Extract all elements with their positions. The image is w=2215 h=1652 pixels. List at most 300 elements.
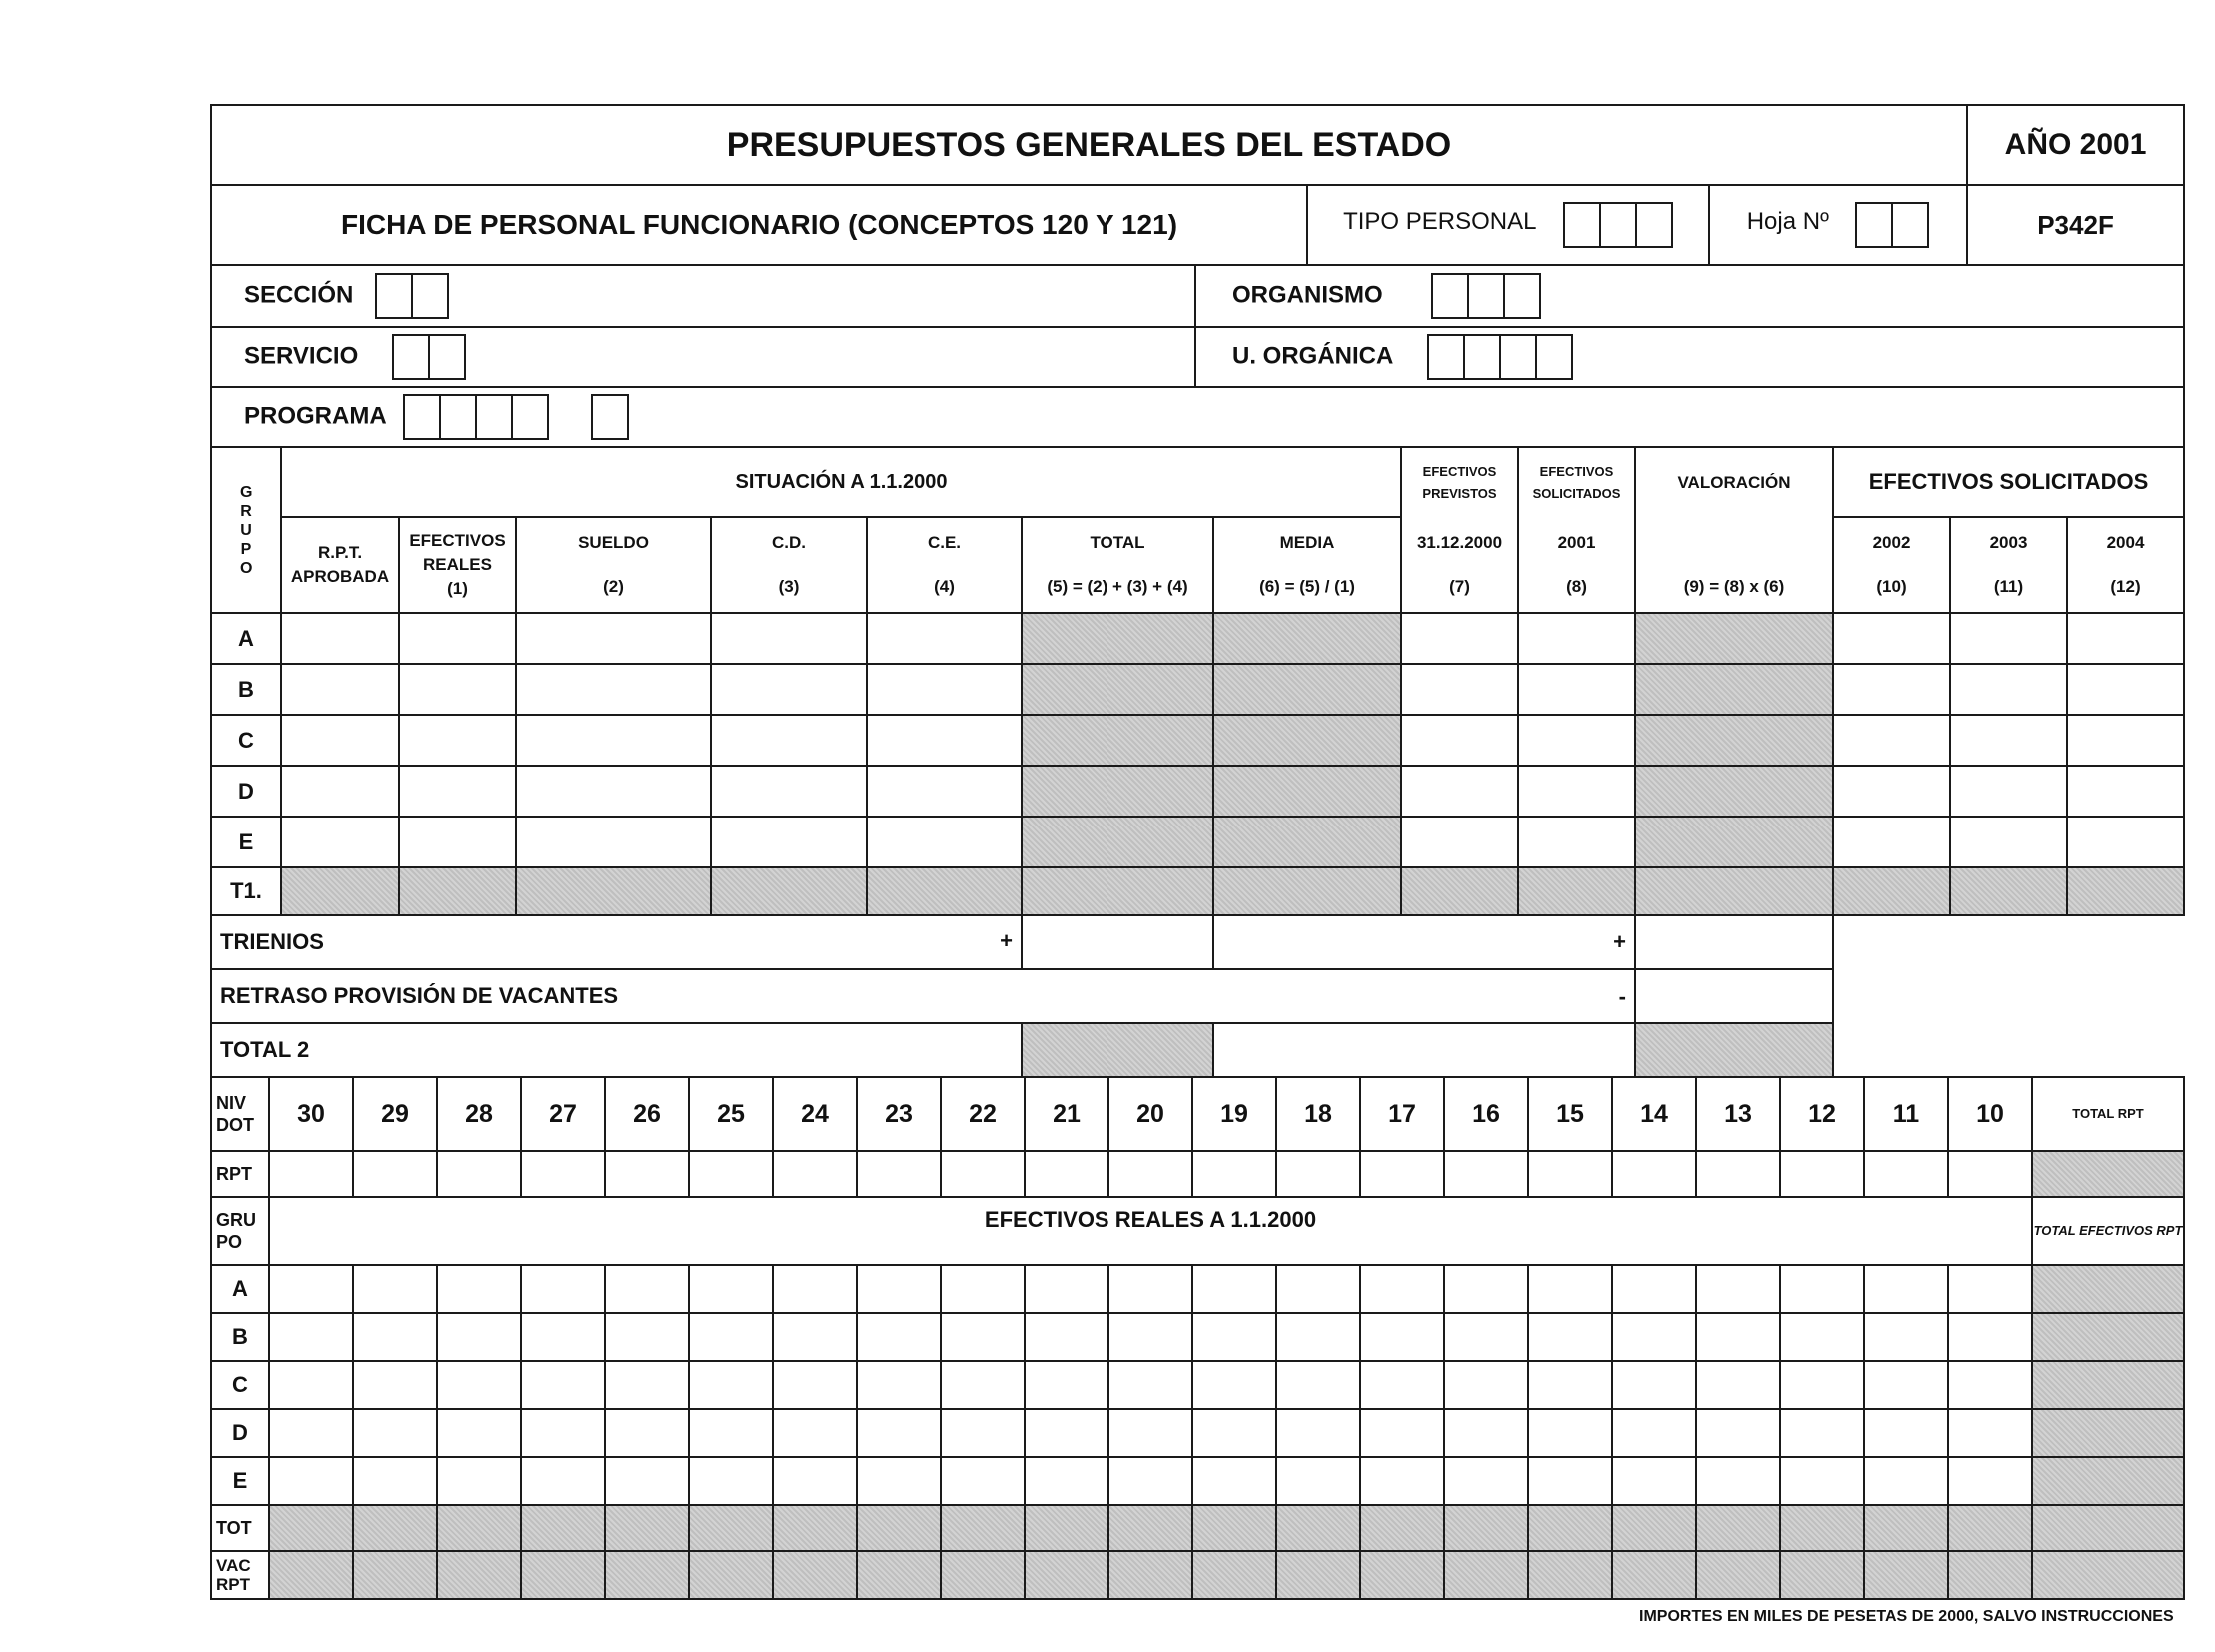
shaded-cell (1635, 613, 1833, 664)
cell[interactable] (773, 1457, 857, 1505)
cell[interactable] (1833, 613, 1950, 664)
cell[interactable] (1780, 1409, 1864, 1457)
servicio-boxes[interactable] (394, 334, 466, 380)
cell[interactable] (941, 1457, 1025, 1505)
cell[interactable] (857, 1265, 941, 1313)
cell[interactable] (1833, 664, 1950, 715)
cell[interactable] (1025, 1313, 1108, 1361)
cell[interactable] (1528, 1151, 1612, 1197)
efectivos-solicitados-header: EFECTIVOS SOLICITADOS (1518, 447, 1635, 517)
cell[interactable] (1276, 1409, 1360, 1457)
cell[interactable] (941, 1265, 1025, 1313)
cell[interactable] (516, 664, 711, 715)
hoja-label: Hoja Nº (1746, 208, 1829, 236)
col-1-header: R.P.T. APROBADA (281, 517, 399, 613)
level-header: 30 (269, 1077, 353, 1151)
shaded-cell (1696, 1551, 1780, 1599)
cell[interactable] (1612, 1151, 1696, 1197)
shaded-cell (1528, 1505, 1612, 1551)
col-10-header: (9) = (8) x (6) (1635, 517, 1833, 613)
cell[interactable] (689, 1151, 773, 1197)
cell[interactable] (1864, 1313, 1948, 1361)
shaded-cell (1360, 1551, 1444, 1599)
shaded-cell (1780, 1505, 1864, 1551)
cell[interactable] (1833, 715, 1950, 766)
cell[interactable] (1192, 1457, 1276, 1505)
situacion-row (211, 715, 2184, 766)
shaded-cell (2032, 1457, 2184, 1505)
vac-rpt-row (211, 1551, 2184, 1599)
programa-field (211, 387, 2184, 447)
cell[interactable] (281, 817, 399, 867)
shaded-cell (1833, 867, 1950, 915)
cell[interactable] (1950, 817, 2067, 867)
cell[interactable] (521, 1265, 605, 1313)
cell[interactable] (1025, 1151, 1108, 1197)
shaded-cell (353, 1551, 437, 1599)
cell[interactable] (1528, 1265, 1612, 1313)
shaded-cell (437, 1551, 521, 1599)
trienios-plus-cell (1213, 915, 1635, 969)
seccion-boxes[interactable] (377, 273, 449, 319)
cell[interactable] (1360, 1457, 1444, 1505)
shaded-cell (2067, 867, 2184, 915)
cell[interactable] (1948, 1265, 2032, 1313)
cell[interactable] (399, 664, 516, 715)
header-table (210, 104, 2185, 266)
cell[interactable] (399, 715, 516, 766)
cell[interactable] (711, 817, 867, 867)
level-header: 27 (521, 1077, 605, 1151)
level-header: 18 (1276, 1077, 1360, 1151)
cell[interactable] (281, 766, 399, 817)
cell[interactable] (1780, 1151, 1864, 1197)
cell[interactable] (2067, 766, 2184, 817)
shaded-cell (1213, 867, 1401, 915)
cell[interactable] (1950, 715, 2067, 766)
valoracion-header: VALORACIÓN (1635, 447, 1833, 517)
cell[interactable] (399, 817, 516, 867)
situacion-row (211, 766, 2184, 817)
cell[interactable] (689, 1361, 773, 1409)
cell[interactable] (689, 1313, 773, 1361)
shaded-cell (1635, 715, 1833, 766)
cell[interactable] (1360, 1409, 1444, 1457)
cell[interactable] (1864, 1151, 1948, 1197)
cell[interactable] (281, 664, 399, 715)
efectivos-row (211, 1265, 2184, 1313)
cell[interactable] (773, 1151, 857, 1197)
cell[interactable] (711, 715, 867, 766)
cell[interactable] (941, 1361, 1025, 1409)
cell[interactable] (1518, 613, 1635, 664)
col-7-header: MEDIA (6) = (5) / (1) (1213, 517, 1401, 613)
cell[interactable] (521, 1409, 605, 1457)
cell[interactable] (773, 1409, 857, 1457)
cell[interactable] (1696, 1457, 1780, 1505)
shaded-cell (1213, 715, 1401, 766)
shaded-cell (1192, 1505, 1276, 1551)
shaded-cell (689, 1551, 773, 1599)
form-subtitle: FICHA DE PERSONAL FUNCIONARIO (CONCEPTOS 120 Y 121) (211, 185, 1307, 265)
shaded-cell (689, 1505, 773, 1551)
tipo-personal-boxes[interactable] (1565, 202, 1673, 248)
cell[interactable] (605, 1313, 689, 1361)
cell[interactable] (353, 1361, 437, 1409)
cell[interactable] (1780, 1457, 1864, 1505)
cell[interactable] (437, 1313, 521, 1361)
cell[interactable] (867, 613, 1022, 664)
shaded-cell (399, 867, 516, 915)
cell[interactable] (1108, 1361, 1192, 1409)
cell[interactable] (1864, 1361, 1948, 1409)
grupo-label: B (211, 664, 281, 715)
cell[interactable] (1780, 1313, 1864, 1361)
cell[interactable] (867, 715, 1022, 766)
form-title: PRESUPUESTOS GENERALES DEL ESTADO (211, 105, 1967, 185)
cell[interactable] (1950, 613, 2067, 664)
cell[interactable] (711, 613, 867, 664)
cell[interactable] (1528, 1409, 1612, 1457)
cell[interactable] (1948, 1313, 2032, 1361)
cell[interactable] (1696, 1313, 1780, 1361)
trienios-plus: + (1000, 928, 1013, 953)
cell[interactable] (1444, 1313, 1528, 1361)
grupo-row-label: C (211, 1361, 269, 1409)
shaded-cell (1635, 766, 1833, 817)
shaded-cell (1022, 664, 1213, 715)
shaded-cell (773, 1551, 857, 1599)
cell[interactable] (1192, 1265, 1276, 1313)
cell[interactable] (941, 1409, 1025, 1457)
cell[interactable] (605, 1409, 689, 1457)
grupo-label: A (211, 613, 281, 664)
cell[interactable] (1612, 1361, 1696, 1409)
shaded-cell (941, 1505, 1025, 1551)
cell[interactable] (1780, 1265, 1864, 1313)
cell[interactable] (1276, 1313, 1360, 1361)
shaded-cell (2032, 1361, 2184, 1409)
cell[interactable] (1276, 1151, 1360, 1197)
grupo-label: C (211, 715, 281, 766)
level-header: 19 (1192, 1077, 1276, 1151)
cell[interactable] (1612, 1313, 1696, 1361)
cell[interactable] (269, 1409, 353, 1457)
shaded-cell (1612, 1505, 1696, 1551)
cell[interactable] (1696, 1151, 1780, 1197)
cell[interactable] (1444, 1265, 1528, 1313)
cell[interactable] (521, 1457, 605, 1505)
shaded-cell (1213, 613, 1401, 664)
shaded-cell (1635, 1023, 1833, 1077)
cell[interactable] (1401, 613, 1518, 664)
level-header: 10 (1948, 1077, 2032, 1151)
niv-dot-label: NIV DOT (211, 1077, 269, 1151)
shaded-cell (1518, 867, 1635, 915)
shaded-cell (1528, 1551, 1612, 1599)
cell[interactable] (353, 1265, 437, 1313)
trienios-label: TRIENIOS (220, 929, 324, 954)
situacion-row (211, 817, 2184, 867)
situacion-table (210, 446, 2185, 1078)
niveles-header-row (211, 1077, 2184, 1151)
shaded-cell (1612, 1551, 1696, 1599)
cell[interactable] (1276, 1361, 1360, 1409)
cell[interactable] (1025, 1409, 1108, 1457)
cell[interactable] (867, 817, 1022, 867)
footer-note: IMPORTES EN MILES DE PESETAS DE 2000, SALVO INSTRUCCIONES (1639, 1608, 2174, 1625)
efectivos-row (211, 1457, 2184, 1505)
cell[interactable] (1401, 664, 1518, 715)
cell[interactable] (711, 664, 867, 715)
cell[interactable] (1696, 1409, 1780, 1457)
shaded-cell (1696, 1505, 1780, 1551)
cell[interactable] (2067, 817, 2184, 867)
cell[interactable] (1948, 1151, 2032, 1197)
cell[interactable] (1612, 1457, 1696, 1505)
fields-table (210, 264, 2185, 448)
cell[interactable] (1518, 715, 1635, 766)
cell[interactable] (516, 817, 711, 867)
budget-form (210, 104, 2183, 1600)
servicio-label: SERVICIO (244, 342, 359, 370)
cell[interactable] (516, 766, 711, 817)
cell[interactable] (1950, 664, 2067, 715)
shaded-cell (1022, 715, 1213, 766)
cell[interactable] (1276, 1457, 1360, 1505)
cell[interactable] (1528, 1361, 1612, 1409)
situacion-row (211, 613, 2184, 664)
shaded-cell (1948, 1505, 2032, 1551)
shaded-cell (269, 1505, 353, 1551)
cell[interactable] (1864, 1265, 1948, 1313)
cell[interactable] (689, 1409, 773, 1457)
cell[interactable] (399, 766, 516, 817)
cell[interactable] (1444, 1457, 1528, 1505)
cell[interactable] (1612, 1265, 1696, 1313)
col-11-header: 2002 (10) (1833, 517, 1950, 613)
level-header: 14 (1612, 1077, 1696, 1151)
cell[interactable] (1192, 1151, 1276, 1197)
tot-row (211, 1505, 2184, 1551)
cell[interactable] (269, 1151, 353, 1197)
level-header: 23 (857, 1077, 941, 1151)
cell[interactable] (1833, 766, 1950, 817)
cell[interactable] (353, 1151, 437, 1197)
level-header: 21 (1025, 1077, 1108, 1151)
cell[interactable] (605, 1457, 689, 1505)
col-5-header: C.E. (4) (867, 517, 1022, 613)
cell[interactable] (1948, 1457, 2032, 1505)
cell[interactable] (857, 1151, 941, 1197)
cell[interactable] (281, 715, 399, 766)
cell[interactable] (857, 1313, 941, 1361)
shaded-cell (1360, 1505, 1444, 1551)
cell[interactable] (1192, 1409, 1276, 1457)
retraso-label: RETRASO PROVISIÓN DE VACANTES (220, 983, 619, 1008)
cell[interactable] (773, 1361, 857, 1409)
cell[interactable] (1360, 1313, 1444, 1361)
shaded-cell (1635, 664, 1833, 715)
cell[interactable] (353, 1409, 437, 1457)
cell[interactable] (941, 1313, 1025, 1361)
level-header: 24 (773, 1077, 857, 1151)
cell[interactable] (941, 1151, 1025, 1197)
cell[interactable] (1276, 1265, 1360, 1313)
shaded-cell (2032, 1505, 2184, 1551)
cell[interactable] (2067, 715, 2184, 766)
trienios-total[interactable] (1022, 915, 1213, 969)
cell[interactable] (1025, 1361, 1108, 1409)
cell[interactable] (516, 613, 711, 664)
situacion-row (211, 664, 2184, 715)
cell[interactable] (437, 1409, 521, 1457)
cell[interactable] (353, 1313, 437, 1361)
cell[interactable] (1864, 1409, 1948, 1457)
cell[interactable] (1360, 1361, 1444, 1409)
cell[interactable] (437, 1457, 521, 1505)
shaded-cell (1950, 867, 2067, 915)
cell[interactable] (1108, 1151, 1192, 1197)
programa-label: PROGRAMA (244, 402, 387, 430)
cell[interactable] (1948, 1361, 2032, 1409)
shaded-cell (1780, 1551, 1864, 1599)
cell[interactable] (1360, 1265, 1444, 1313)
cell[interactable] (867, 664, 1022, 715)
cell[interactable] (1518, 664, 1635, 715)
total2-empty (1213, 1023, 1635, 1077)
vac-rpt-label: VAC RPT (211, 1551, 269, 1599)
cell[interactable] (1518, 766, 1635, 817)
cell[interactable] (1108, 1457, 1192, 1505)
grupo-header-row (211, 1197, 2184, 1265)
cell[interactable] (1696, 1265, 1780, 1313)
cell[interactable] (1401, 817, 1518, 867)
shaded-cell (605, 1551, 689, 1599)
cell[interactable] (857, 1457, 941, 1505)
cell[interactable] (281, 613, 399, 664)
cell[interactable] (437, 1361, 521, 1409)
hoja-boxes[interactable] (1857, 202, 1929, 248)
level-header: 16 (1444, 1077, 1528, 1151)
shaded-cell (941, 1551, 1025, 1599)
cell[interactable] (773, 1313, 857, 1361)
cell[interactable] (1108, 1409, 1192, 1457)
organismo-boxes[interactable] (1433, 273, 1541, 319)
situacion-total-row (211, 867, 2184, 915)
cell[interactable] (269, 1313, 353, 1361)
cell[interactable] (1528, 1457, 1612, 1505)
cell[interactable] (1780, 1361, 1864, 1409)
cell[interactable] (605, 1265, 689, 1313)
cell[interactable] (521, 1313, 605, 1361)
u-organica-boxes[interactable] (1429, 334, 1573, 380)
col-8-header: 31.12.2000 (7) (1401, 517, 1518, 613)
cell[interactable] (1518, 817, 1635, 867)
col-4-header: C.D. (3) (711, 517, 867, 613)
grupo-label: E (211, 817, 281, 867)
level-header: 17 (1360, 1077, 1444, 1151)
cell[interactable] (1401, 715, 1518, 766)
cell[interactable] (1025, 1457, 1108, 1505)
cell[interactable] (605, 1361, 689, 1409)
cell[interactable] (521, 1361, 605, 1409)
cell[interactable] (1108, 1265, 1192, 1313)
cell[interactable] (516, 715, 711, 766)
cell[interactable] (353, 1457, 437, 1505)
cell[interactable] (689, 1457, 773, 1505)
col-2-header: EFECTIVOS REALES (1) (399, 517, 516, 613)
programa-extra-box[interactable] (593, 394, 629, 440)
cell[interactable] (1401, 766, 1518, 817)
shaded-cell (1948, 1551, 2032, 1599)
trienios-row (211, 915, 2184, 969)
cell[interactable] (605, 1151, 689, 1197)
organismo-label: ORGANISMO (1232, 281, 1383, 309)
cell[interactable] (1192, 1361, 1276, 1409)
cell[interactable] (521, 1151, 605, 1197)
cell[interactable] (1444, 1361, 1528, 1409)
cell[interactable] (689, 1265, 773, 1313)
cell[interactable] (1444, 1151, 1528, 1197)
cell[interactable] (1360, 1151, 1444, 1197)
level-header: 20 (1108, 1077, 1192, 1151)
programa-boxes[interactable] (405, 394, 549, 440)
level-header: 11 (1864, 1077, 1948, 1151)
cell[interactable] (1950, 766, 2067, 817)
retraso-cell (211, 969, 1635, 1023)
form-code: P342F (1967, 185, 2184, 265)
shaded-cell (1192, 1551, 1276, 1599)
rpt-row (211, 1151, 2184, 1197)
retraso-valoracion[interactable] (1635, 969, 1833, 1023)
cell[interactable] (711, 766, 867, 817)
cell[interactable] (1864, 1457, 1948, 1505)
cell[interactable] (1444, 1409, 1528, 1457)
cell[interactable] (269, 1457, 353, 1505)
minus-sign: - (1618, 984, 1626, 1009)
cell[interactable] (269, 1361, 353, 1409)
cell[interactable] (269, 1265, 353, 1313)
shaded-cell (516, 867, 711, 915)
cell[interactable] (1833, 817, 1950, 867)
trienios-valoracion[interactable] (1635, 915, 1833, 969)
cell[interactable] (1612, 1409, 1696, 1457)
cell[interactable] (2067, 664, 2184, 715)
cell[interactable] (2067, 613, 2184, 664)
cell[interactable] (1528, 1313, 1612, 1361)
shaded-cell (1213, 664, 1401, 715)
cell[interactable] (1948, 1409, 2032, 1457)
level-header: 13 (1696, 1077, 1780, 1151)
cell[interactable] (1108, 1313, 1192, 1361)
grupo-header (211, 447, 281, 613)
cell[interactable] (857, 1409, 941, 1457)
cell[interactable] (437, 1265, 521, 1313)
cell[interactable] (773, 1265, 857, 1313)
cell[interactable] (857, 1361, 941, 1409)
cell[interactable] (867, 766, 1022, 817)
col-6-header: TOTAL (5) = (2) + (3) + (4) (1022, 517, 1213, 613)
cell[interactable] (437, 1151, 521, 1197)
cell[interactable] (1696, 1361, 1780, 1409)
shaded-cell (1276, 1505, 1360, 1551)
cell[interactable] (1192, 1313, 1276, 1361)
shaded-cell (2032, 1409, 2184, 1457)
cell[interactable] (1025, 1265, 1108, 1313)
cell[interactable] (399, 613, 516, 664)
shaded-cell (1108, 1551, 1192, 1599)
